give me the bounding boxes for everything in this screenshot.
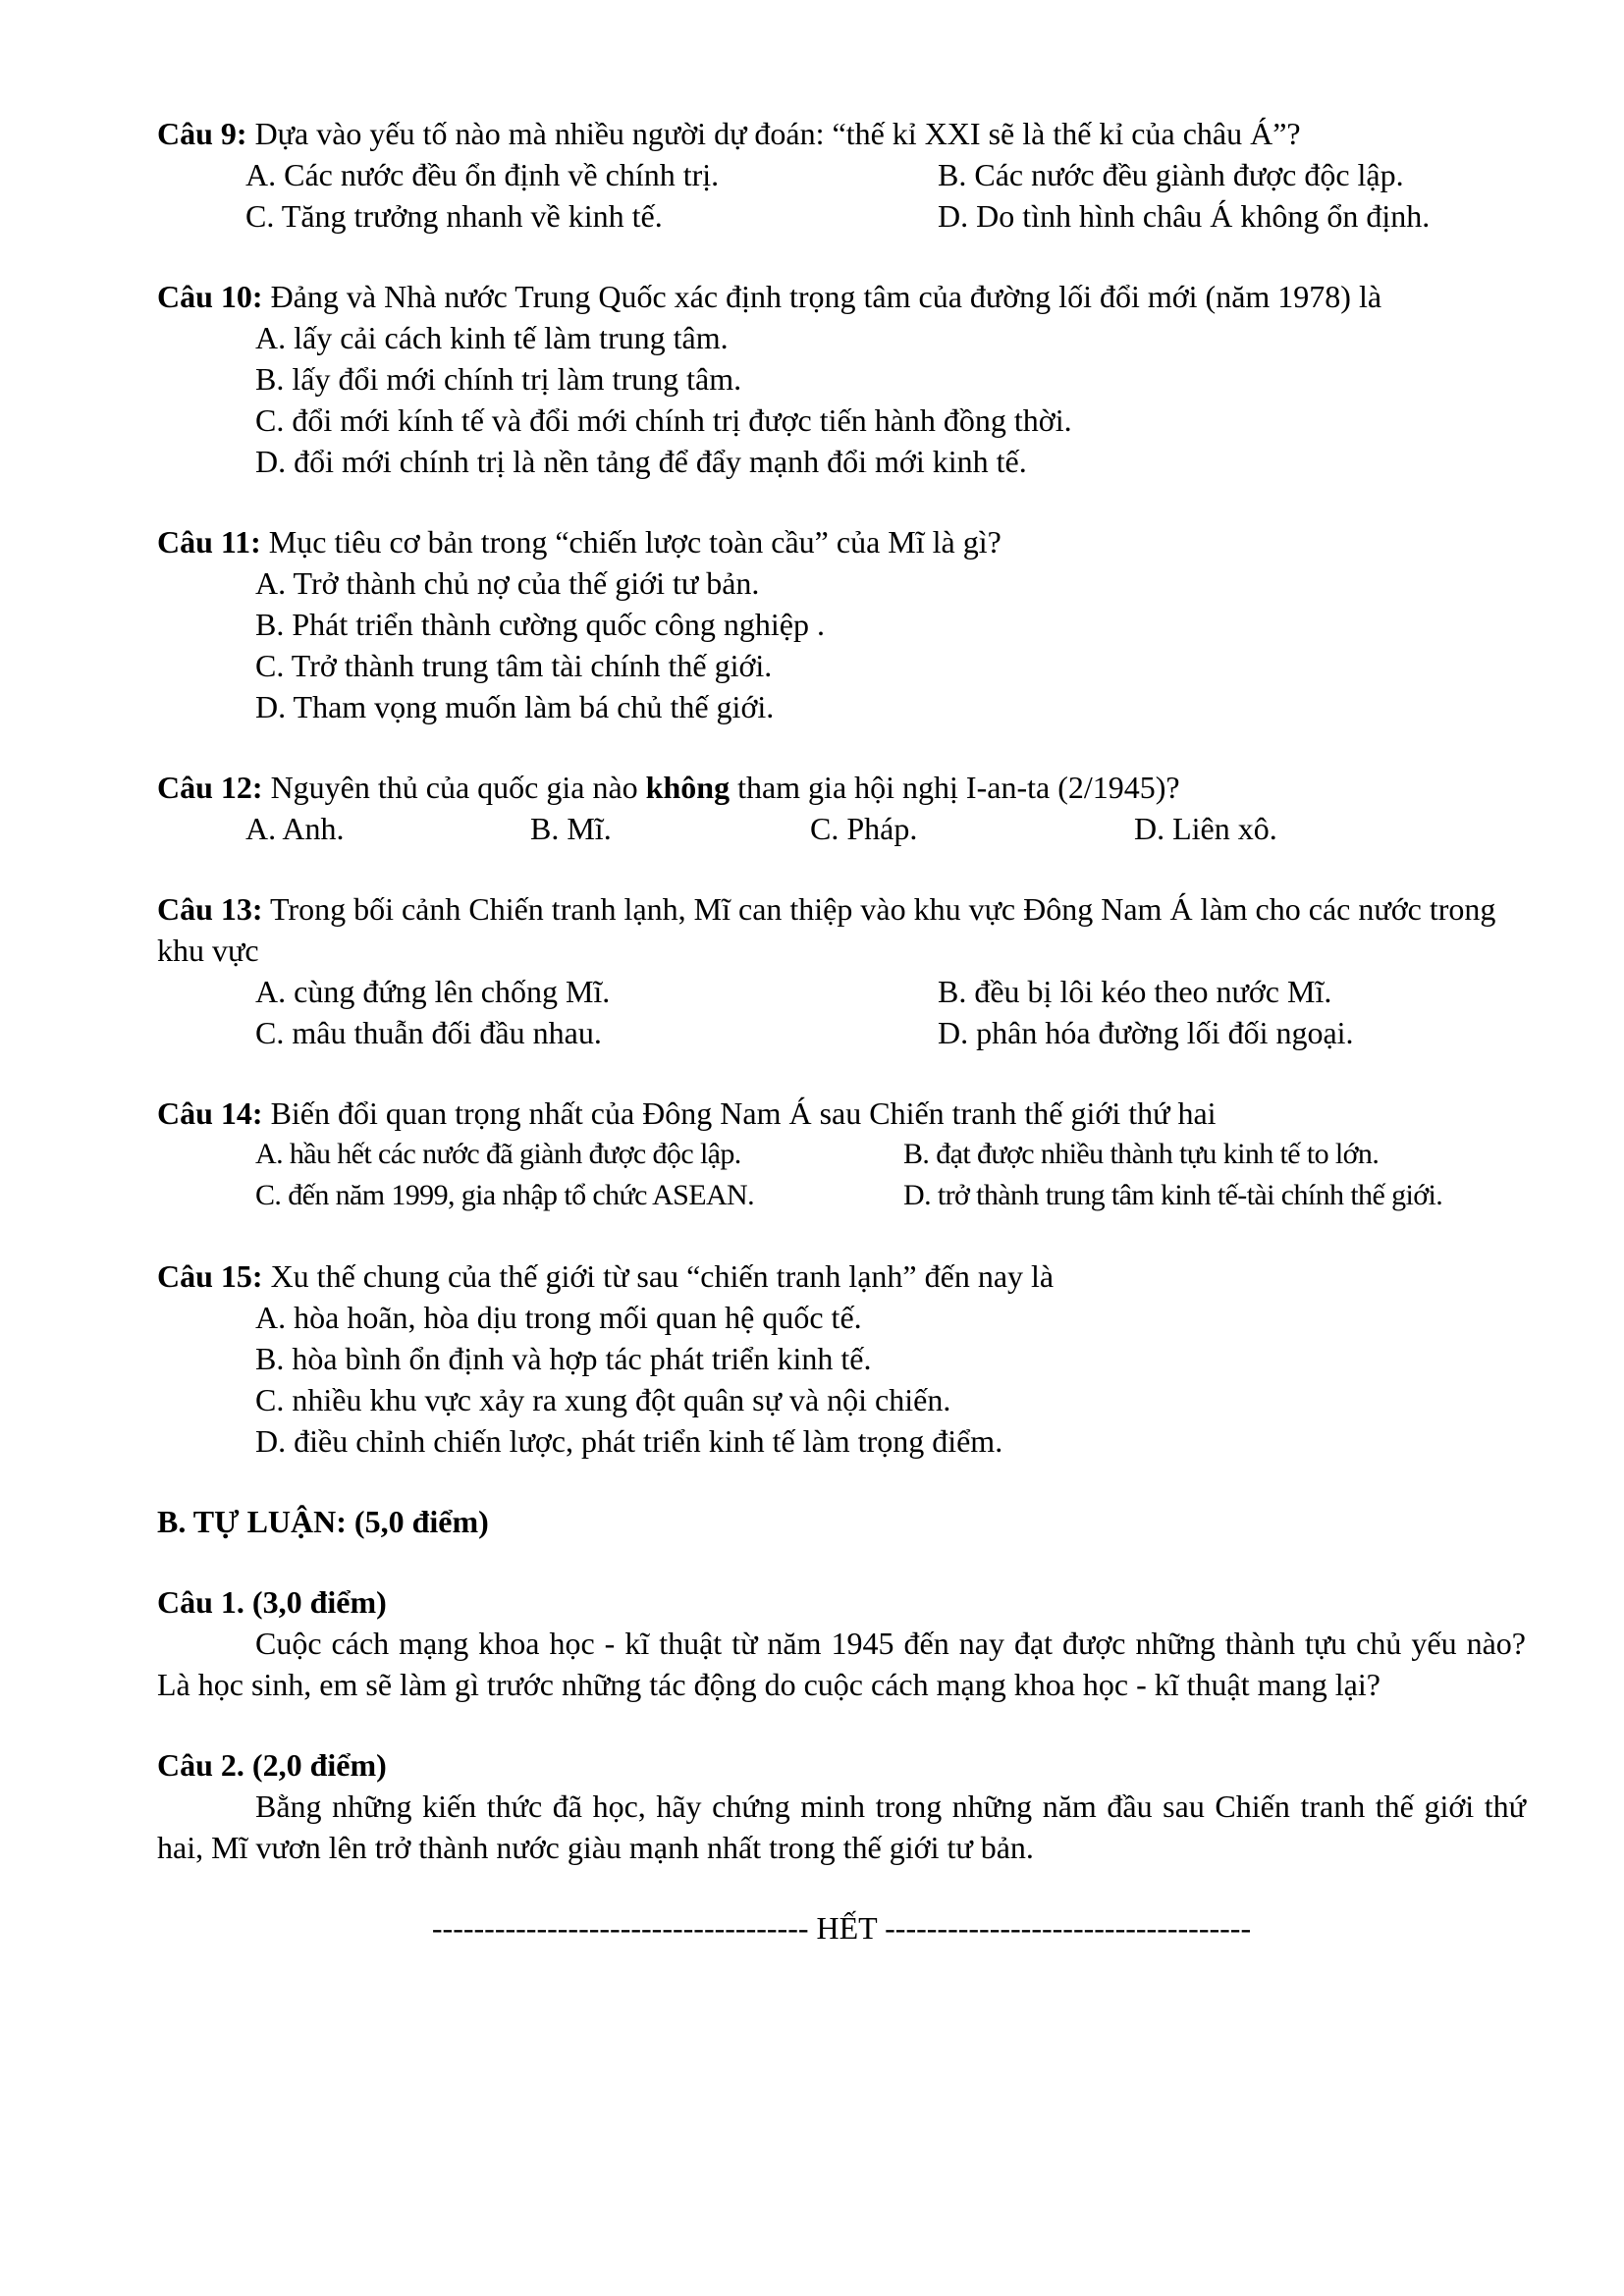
option-c: C. Tăng trưởng nhanh về kinh tế. (245, 198, 663, 234)
essay-text: Cuộc cách mạng khoa học - kĩ thuật từ năm 1945 đến nay đạt được những thành tựu chủ yếu nào? Là học sinh, em sẽ làm gì trước những tác động do cuộc cách mạng khoa học - kĩ thuật mang lại? (157, 1626, 1526, 1702)
question-11 (157, 521, 1526, 727)
option-d: D. phân hóa đường lối đối ngoại. (938, 1015, 1354, 1050)
question-stem (157, 521, 1526, 562)
option-c: C. Trở thành trung tâm tài chính thế giới. (255, 648, 773, 683)
option-b: B. đều bị lôi kéo theo nước Mĩ. (938, 974, 1332, 1009)
option-a: A. Anh. (245, 811, 345, 846)
question-text: Xu thế chung của thế giới từ sau “chiến tranh lạnh” đến nay là (262, 1258, 1055, 1294)
essay-question-2 (157, 1744, 1526, 1868)
option-d: D. Liên xô. (1134, 811, 1277, 846)
question-text: Dựa vào yếu tố nào mà nhiều người dự đoán: “thế kỉ XXI sẽ là thế kỉ của châu Á”? (246, 116, 1301, 151)
option-d: D. trở thành trung tâm kinh tế-tài chính thế giới. (903, 1179, 1443, 1211)
options (255, 1134, 1526, 1216)
options (245, 808, 1526, 849)
question-text: Mục tiêu cơ bản trong “chiến lược toàn cầu” của Mĩ là gì? (260, 524, 1001, 560)
question-text: Biến đổi quan trọng nhất của Đông Nam Á sau Chiến tranh thế giới thứ hai (262, 1095, 1217, 1131)
option-c: C. đổi mới kính tế và đổi mới chính trị được tiến hành đồng thời. (255, 402, 1072, 438)
question-9 (157, 113, 1526, 237)
question-stem (157, 767, 1526, 808)
question-text-end: tham gia hội nghị I-an-ta (2/1945)? (730, 770, 1180, 805)
question-text: Trong bối cảnh Chiến tranh lạnh, Mĩ can thiệp vào khu vực Đông Nam Á làm cho các nước trong khu vực (157, 891, 1496, 968)
option-a: A. Trở thành chủ nợ của thế giới tư bản. (255, 565, 760, 601)
option-b: B. Các nước đều giành được độc lập. (938, 157, 1404, 192)
options (255, 971, 1526, 1053)
options (255, 1297, 1526, 1462)
options (255, 562, 1526, 727)
option-d: D. Tham vọng muốn làm bá chủ thế giới. (255, 689, 775, 724)
question-label: Câu 11: (157, 524, 261, 560)
question-stem (157, 1093, 1526, 1134)
essay-title: Câu 2. (2,0 điểm) (157, 1747, 387, 1783)
option-a: A. Các nước đều ổn định về chính trị. (245, 157, 720, 192)
option-a: A. hầu hết các nước đã giành được độc lập. (255, 1138, 741, 1170)
option-b: B. hòa bình ổn định và hợp tác phát triển kinh tế. (255, 1341, 872, 1376)
question-label: Câu 10: (157, 279, 263, 314)
option-b: B. đạt được nhiều thành tựu kinh tế to lớn. (903, 1138, 1380, 1170)
option-c: C. nhiều khu vực xảy ra xung đột quân sự và nội chiến. (255, 1382, 951, 1417)
options (255, 317, 1526, 482)
question-text: Đảng và Nhà nước Trung Quốc xác định trọng tâm của đường lối đổi mới (năm 1978) là (262, 279, 1382, 314)
option-c: C. đến năm 1999, gia nhập tổ chức ASEAN. (255, 1179, 755, 1211)
question-label: Câu 13: (157, 891, 263, 927)
question-15 (157, 1255, 1526, 1462)
question-emphasis: không (645, 770, 731, 805)
question-14 (157, 1093, 1526, 1216)
essay-title: Câu 1. (3,0 điểm) (157, 1584, 387, 1620)
question-10 (157, 276, 1526, 482)
options (245, 154, 1526, 237)
option-b: B. lấy đổi mới chính trị làm trung tâm. (255, 361, 742, 397)
question-label: Câu 9: (157, 116, 247, 151)
question-13 (157, 888, 1526, 1053)
option-b: B. Phát triển thành cường quốc công nghiệp . (255, 607, 825, 642)
option-c: C. mâu thuẫn đối đầu nhau. (255, 1015, 602, 1050)
question-stem (157, 888, 1526, 971)
question-12 (157, 767, 1526, 849)
option-a: A. hòa hoãn, hòa dịu trong mối quan hệ quốc tế. (255, 1300, 862, 1335)
section-b-heading: B. TỰ LUẬN: (5,0 điểm) (157, 1504, 489, 1539)
end-marker: ------------------------------------ HẾT ----------------------------------- (431, 1910, 1252, 1946)
question-label: Câu 14: (157, 1095, 263, 1131)
question-label: Câu 12: (157, 770, 263, 805)
option-a: A. cùng đứng lên chống Mĩ. (255, 974, 611, 1009)
question-stem (157, 1255, 1526, 1297)
option-d: D. điều chỉnh chiến lược, phát triển kinh tế làm trọng điểm. (255, 1423, 1003, 1459)
exam-page (157, 113, 1526, 1949)
essay-text: Bằng những kiến thức đã học, hãy chứng minh trong những năm đầu sau Chiến tranh thế giới thứ hai, Mĩ vươn lên trở thành nước giàu mạnh nhất trong thế giới tư bản. (157, 1789, 1526, 1865)
question-stem (157, 276, 1526, 317)
option-d: D. đổi mới chính trị là nền tảng để đẩy mạnh đổi mới kinh tế. (255, 444, 1027, 479)
question-label: Câu 15: (157, 1258, 263, 1294)
option-a: A. lấy cải cách kinh tế làm trung tâm. (255, 320, 729, 355)
option-b: B. Mĩ. (530, 811, 612, 846)
option-d: D. Do tình hình châu Á không ổn định. (938, 198, 1431, 234)
essay-question-1 (157, 1581, 1526, 1705)
option-c: C. Pháp. (810, 811, 918, 846)
question-stem (157, 113, 1526, 154)
question-text: Nguyên thủ của quốc gia nào (262, 770, 646, 805)
